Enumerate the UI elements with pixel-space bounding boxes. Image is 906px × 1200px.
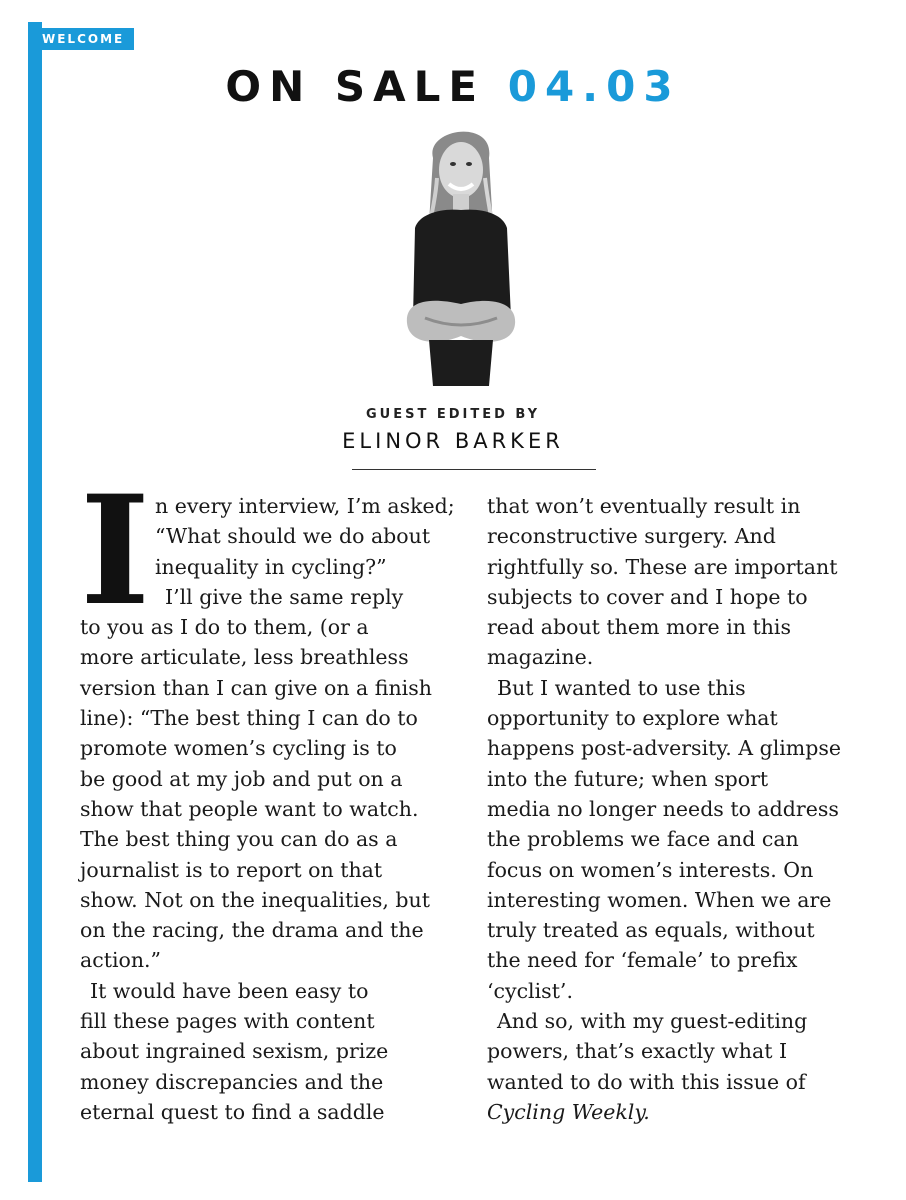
text-line: on the racing, the drama and the: [80, 918, 424, 943]
text-line: I’ll give the same reply: [165, 584, 404, 609]
text-line: reconstructive surgery. And: [487, 524, 776, 549]
credit-kicker: GUEST EDITED BY: [365, 407, 541, 422]
text-line: promote women’s cycling is to: [80, 736, 397, 761]
text-line: And so, with my guest-editing: [497, 1009, 808, 1034]
text-line: to you as I do to them, (or a: [80, 615, 369, 640]
text-line: interesting women. When we are: [487, 887, 832, 912]
text-line: be good at my job and put on a: [80, 766, 403, 791]
text-line: powers, that’s exactly what I: [487, 1039, 788, 1064]
guest-editor-name: ELINOR BARKER: [342, 429, 564, 453]
text-line: media no longer needs to address: [487, 796, 839, 821]
accent-side-bar: [28, 22, 42, 1182]
text-line: opportunity to explore what: [487, 706, 778, 731]
article-column-right: [487, 491, 862, 1127]
text-line: journalist is to report on that: [80, 857, 383, 882]
text-line: wanted to do with this issue of: [487, 1069, 806, 1094]
drop-cap: I: [80, 463, 151, 639]
article-column-left: [80, 463, 455, 1127]
text-line: rightfully so. These are important: [487, 554, 838, 579]
text-line: show. Not on the inequalities, but: [80, 887, 430, 912]
text-line: happens post-adversity. A glimpse: [487, 736, 842, 761]
crossed-arms-shape: [407, 301, 515, 342]
text-line: eternal quest to find a saddle: [80, 1099, 385, 1124]
text-line: subjects to cover and I hope to: [487, 584, 808, 609]
text-line: ‘cyclist’.: [487, 978, 573, 1003]
text-line: focus on women’s interests. On: [487, 857, 814, 882]
text-line: line): “The best thing I can do to: [80, 706, 418, 731]
text-line: read about them more in this: [487, 615, 791, 640]
text-line: fill these pages with content: [80, 1009, 375, 1034]
text-line: n every interview, I’m asked;: [155, 494, 455, 518]
text-line: The best thing you can do as a: [80, 827, 398, 852]
text-line: truly treated as equals, without: [487, 918, 815, 943]
headline-date: 04.03: [507, 62, 681, 111]
text-line: about ingrained sexism, prize: [80, 1039, 389, 1064]
guest-editor-portrait: [385, 118, 535, 390]
text-line: version than I can give on a finish: [80, 675, 432, 700]
text-line: show that people want to watch.: [80, 796, 419, 821]
text-line: action.”: [80, 948, 162, 973]
text-line: more articulate, less breathless: [80, 645, 409, 670]
text-line: magazine.: [487, 645, 594, 670]
credit-divider: [352, 469, 596, 470]
text-line: Cycling Weekly.: [487, 1099, 650, 1124]
headline-prefix: ON SALE: [225, 62, 486, 111]
text-line: “What should we do about: [155, 524, 431, 549]
headline: [0, 62, 906, 112]
text-line: that won’t eventually result in: [487, 494, 801, 518]
text-line: money discrepancies and the: [80, 1069, 384, 1094]
text-line: into the future; when sport: [487, 766, 769, 791]
text-line: But I wanted to use this: [497, 675, 746, 700]
text-line: inequality in cycling?”: [155, 554, 387, 579]
section-tag: WELCOME: [28, 28, 134, 50]
text-line: the problems we face and can: [487, 827, 799, 852]
text-line: the need for ‘female’ to prefix: [487, 948, 798, 973]
text-line: It would have been easy to: [90, 978, 369, 1003]
